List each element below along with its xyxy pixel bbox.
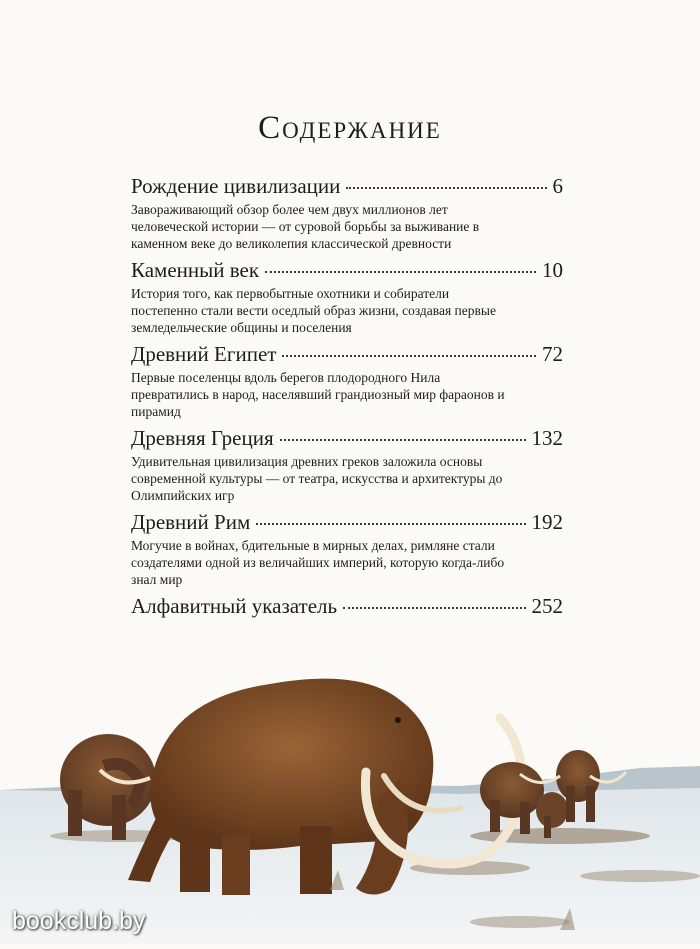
toc-entry-title[interactable]: Древний Рим xyxy=(131,510,251,534)
toc-entry-page: 10 xyxy=(542,258,563,282)
mammoth-illustration xyxy=(0,640,700,944)
mammoth-scene-image xyxy=(0,640,700,944)
toc-entry-page: 6 xyxy=(552,174,563,198)
dot-leader xyxy=(282,354,536,357)
watermark: bookclub.by xyxy=(12,907,146,935)
toc-entry-description: Первые поселенцы вдоль берегов плодородного Нила превратились в народ, населявший грандиозный мир фараонов и пирамид xyxy=(131,370,505,419)
dot-leader xyxy=(265,270,536,273)
toc-entry-page: 192 xyxy=(531,510,563,534)
dot-leader xyxy=(256,522,525,525)
toc-entry-title[interactable]: Древняя Греция xyxy=(131,426,274,450)
toc-entry[interactable] xyxy=(131,424,563,508)
dot-leader xyxy=(346,186,546,189)
table-of-contents xyxy=(131,172,563,620)
dot-leader xyxy=(280,438,526,441)
toc-entry-title[interactable]: Рождение цивилизации xyxy=(131,174,341,198)
toc-entry-description: Удивительная цивилизация древних греков заложила основы современной культуры — от театра, искусства и архитектуры до Олимпийских игр xyxy=(131,454,503,503)
toc-entry-page: 72 xyxy=(542,342,563,366)
toc-entry-title[interactable]: Древний Египет xyxy=(131,342,277,366)
toc-entry[interactable] xyxy=(131,256,563,340)
page-title: Содержание xyxy=(258,110,442,146)
toc-entry[interactable] xyxy=(131,592,563,620)
toc-entry-page: 252 xyxy=(531,594,563,618)
toc-entry-title[interactable]: Алфавитный указатель xyxy=(131,594,338,618)
toc-entry-page: 132 xyxy=(531,426,563,450)
toc-entry[interactable] xyxy=(131,340,563,424)
toc-entry-description: Завораживающий обзор более чем двух миллионов лет человеческой истории — от суровой борьбы за выживание в каменном веке до великолепия классической древности xyxy=(131,202,480,251)
toc-entry[interactable] xyxy=(131,508,563,592)
toc-entry-title[interactable]: Каменный век xyxy=(131,258,260,282)
toc-entry-description: История того, как первобытные охотники и собиратели постепенно стали вести оседлый образ жизни, создавая первые земледельческие общины и поселения xyxy=(131,286,496,335)
toc-entry-description: Могучие в войнах, бдительные в мирных делах, римляне стали создателями одной из величайших империй, которую когда-либо знал мир xyxy=(131,538,505,587)
toc-entry[interactable] xyxy=(131,172,563,256)
dot-leader xyxy=(343,606,525,609)
